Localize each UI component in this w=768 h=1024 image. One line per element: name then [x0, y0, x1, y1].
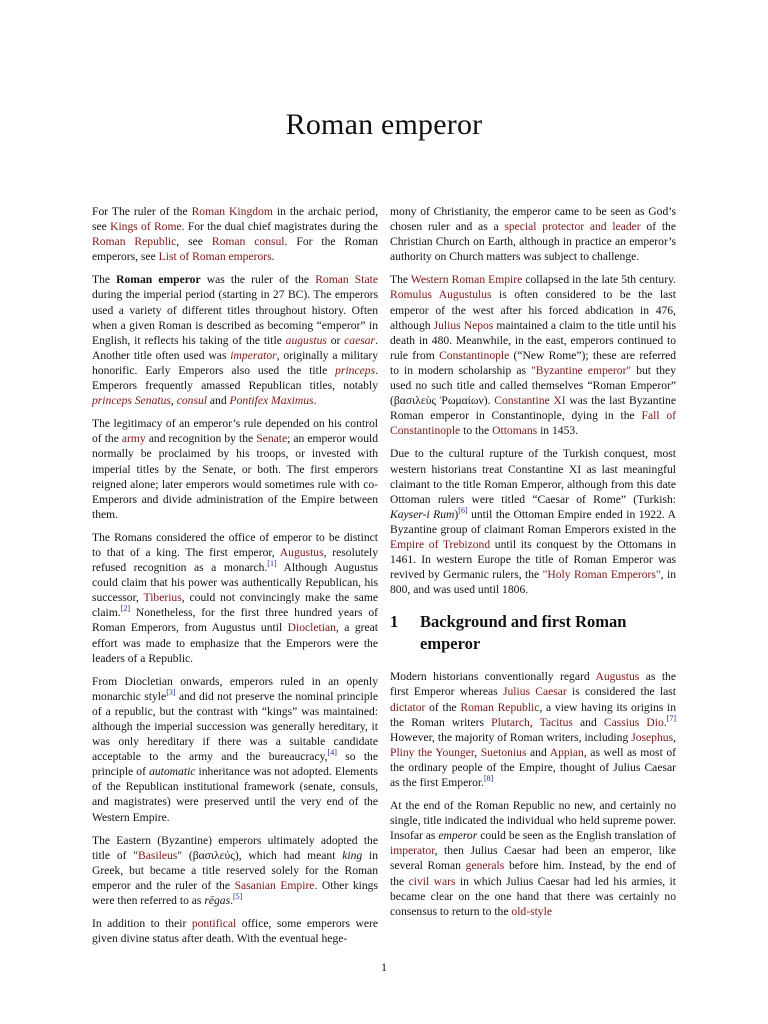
byzantine-paragraph: [92, 833, 378, 908]
link-basileus[interactable]: Basileus: [138, 848, 178, 862]
text-run: and: [206, 394, 230, 408]
legitimacy-paragraph: [92, 416, 378, 522]
text-run: ; an emperor would normally be proclaimed by his troops, or invested with imperial titles by the Senate, or both. The first emperors reigned alone; later emperors would sometimes rule with co-Emperors and divide administration of the Empire between them.: [92, 432, 379, 521]
section-heading: [390, 611, 676, 655]
link-constantine-xi[interactable]: Constantine XI: [494, 394, 566, 408]
link-dictator[interactable]: dictator: [390, 700, 426, 714]
link-special-protector[interactable]: special protector and leader: [504, 220, 641, 234]
hatnote-paragraph: [92, 204, 378, 264]
text-run: . Emperors frequently amassed Republican titles, notably: [92, 363, 378, 393]
page-title: Roman emperor: [285, 108, 483, 141]
text-run: , originally a military honorific. Early Emperors also used the title: [92, 348, 378, 377]
section-title: Background and first Roman emperor: [420, 612, 627, 654]
link-kings-of-rome[interactable]: Kings of Rome: [110, 220, 182, 234]
text-run: However, the majority of Roman writers, including: [390, 730, 632, 744]
citation-6[interactable]: [6]: [458, 505, 468, 515]
link-holy-roman-emperors[interactable]: "Holy Roman Emperors": [542, 568, 661, 582]
link-imperator-2[interactable]: imperator: [390, 844, 435, 858]
link-senate[interactable]: Senate: [256, 432, 288, 446]
text-run: and recognition by the: [145, 432, 257, 446]
term-regas: rēgas: [204, 894, 231, 908]
link-western-roman-empire[interactable]: Western Roman Empire: [410, 273, 523, 287]
link-roman-state[interactable]: Roman State: [315, 273, 378, 287]
link-pliny-the-younger[interactable]: Pliny the Younger: [390, 745, 475, 759]
text-run: . Other kings were then referred to as: [92, 878, 378, 908]
link-army[interactable]: army: [121, 432, 146, 446]
text-run: was the ruler of the: [200, 273, 316, 287]
text-run: , in 800, and was used until 1806.: [390, 568, 676, 597]
citation-5[interactable]: [5]: [233, 892, 243, 902]
link-tiberius[interactable]: Tiberius: [143, 591, 182, 605]
text-run: . For the dual chief magistrates during the: [181, 220, 379, 234]
text-run: is often considered to be the last emperor of the west after his forced abdication in 476, although: [390, 288, 676, 332]
link-old-style[interactable]: old-style: [511, 904, 552, 918]
text-run: , a view having its origins in the Roman writers: [390, 700, 676, 729]
link-sasanian-empire[interactable]: Sasanian Empire: [234, 878, 315, 892]
link-augustus-2[interactable]: Augustus: [595, 670, 640, 684]
text-run: The legitimacy of an emperor’s rule depended on his control of the: [92, 417, 378, 446]
link-generals[interactable]: generals: [465, 859, 505, 873]
link-julius-nepos[interactable]: Julius Nepos: [433, 318, 494, 332]
link-cassius-dio[interactable]: Cassius Dio: [603, 715, 664, 729]
link-pontifex-maximus[interactable]: Pontifex Maximus: [229, 394, 314, 408]
link-julius-caesar[interactable]: Julius Caesar: [502, 685, 567, 699]
citation-8[interactable]: [8]: [484, 774, 494, 784]
text-run: ,: [673, 730, 676, 744]
text-run: , resolutely refused recognition as a monarch.: [92, 545, 378, 575]
text-run: The: [390, 273, 411, 287]
citation-3[interactable]: [3]: [166, 687, 176, 697]
left-column: [92, 204, 378, 954]
link-pontifical[interactable]: pontifical: [191, 917, 237, 931]
text-run: The Romans considered the office of emperor to be distinct to that of a king. The first emperor,: [92, 530, 378, 559]
link-diocletian[interactable]: Diocletian: [287, 621, 336, 635]
link-tacitus[interactable]: Tacitus: [539, 715, 573, 729]
text-run: mony of Christianity, the emperor came to be seen as God’s chosen ruler and as a: [390, 205, 676, 234]
link-roman-consul[interactable]: Roman consul: [211, 235, 285, 249]
text-run: ): [454, 507, 459, 521]
text-run: .: [271, 250, 275, 264]
link-roman-republic[interactable]: Roman Republic: [92, 235, 177, 249]
citation-7[interactable]: [7]: [666, 713, 676, 723]
text-run: in the archaic period, see: [92, 205, 378, 234]
text-run: and: [572, 715, 604, 729]
text-run: is considered the last: [566, 685, 676, 699]
text-run: , could not convincingly make the same claim.: [92, 591, 378, 620]
collapse-paragraph: [390, 272, 676, 438]
text-run: until the Ottoman Empire ended in 1922. A Byzantine group of claimant Roman Emperors existed in the: [390, 507, 676, 536]
historians-paragraph: [390, 669, 676, 790]
citation-1[interactable]: [1]: [267, 559, 277, 569]
text-run: so the principle of: [92, 750, 378, 779]
text-run: maintained a claim to the title until his death in 480. Meanwhile, in the east, emperors continued to rule from: [390, 318, 676, 362]
christianity-paragraph: [390, 204, 676, 264]
text-run: before him. Instead, by the end of the: [390, 859, 676, 888]
text-run: ,: [170, 394, 177, 408]
page-number: 1: [381, 960, 387, 974]
text-run: as the first Emperor whereas: [390, 670, 676, 699]
text-run: In addition to their: [92, 917, 192, 931]
text-run: could be seen as the English translation of: [477, 829, 676, 843]
text-run: Modern historians conventionally regard: [390, 670, 596, 684]
term-king: king: [342, 848, 363, 862]
text-run: .: [313, 394, 317, 408]
text-run: ,: [529, 715, 540, 729]
text-run: From Diocletian onwards, emperors ruled in an openly monarchic style: [92, 674, 378, 703]
link-byzantine-emperor[interactable]: "Byzantine emperor": [531, 363, 632, 377]
text-run: .: [663, 715, 667, 729]
section-number: 1: [390, 612, 399, 632]
text-run: .: [230, 894, 234, 908]
right-column: [390, 204, 676, 927]
text-run: during the imperial period (starting in 27 BC). The emperors used a variety of different titles throughout history. Often when a given Roman is described as becoming “emperor” in English, it reflects his taking of the title: [92, 288, 378, 347]
term-automatic: automatic: [149, 765, 196, 779]
term-emperor: emperor: [438, 829, 478, 843]
text-run: Due to the cultural rupture of the Turkish conquest, most western historians treat Constantine XI as last meaningful claimant to the title Roman Emperor, although from this date Ottoman rulers were titled “Caesar of Rome” (Turkish:: [390, 447, 676, 506]
text-run: For The ruler of the: [92, 205, 192, 218]
link-empire-of-trebizond[interactable]: Empire of Trebizond: [390, 537, 491, 551]
text-run: The: [92, 273, 117, 287]
link-imperator[interactable]: imperator: [230, 348, 277, 362]
link-princeps[interactable]: princeps: [335, 363, 376, 377]
text-run: and: [526, 745, 550, 759]
text-run: At the end of the Roman Republic no new, and certainly no single, title indicated the individual who held supreme power. Insofar as: [390, 799, 676, 843]
text-run: inheritance was not adopted. Elements of the Republican institutional framework (senate, consuls, and magistrates) were preserved until the very end of the Western Empire.: [92, 765, 378, 824]
text-run: of the: [425, 700, 461, 714]
text-run: , see: [176, 235, 212, 249]
text-run: of the Christian Church on Earth, although in practice an emperor’s authority on Church matters was subject to challenge.: [390, 220, 676, 264]
text-run: , as well as most of the ordinary people of the Empire, thought of Julius Caesar as the first Emperor.: [390, 745, 676, 789]
divine-paragraph: [92, 916, 378, 946]
text-run: was the last Byzantine Roman emperor in Constantinople, dying in the: [390, 394, 676, 423]
link-augustus[interactable]: Augustus: [279, 545, 324, 559]
office-paragraph: [92, 530, 378, 666]
citation-2[interactable]: [2]: [120, 604, 130, 614]
text-run: in which Julius Caesar had led his armies, it became clear on the one hand that there was certainly no consensus to return to the: [390, 874, 677, 918]
link-consul[interactable]: consul: [176, 394, 207, 408]
link-josephus[interactable]: Josephus: [631, 730, 674, 744]
link-ottomans[interactable]: Ottomans: [492, 424, 538, 438]
text-run: (“New Rome”); these are referred to in modern scholarship as: [390, 348, 677, 377]
link-romulus-augustulus[interactable]: Romulus Augustulus: [390, 288, 492, 302]
term-roman-emperor: Roman emperor: [116, 273, 201, 287]
link-caesar-title[interactable]: caesar: [344, 333, 376, 347]
text-run: in Greek, but became a title reserved solely for the Roman emperor and the ruler of the: [92, 848, 379, 892]
diocletian-paragraph: [92, 674, 378, 825]
link-constantinople[interactable]: Constantinople: [439, 348, 510, 362]
rupture-paragraph: [390, 446, 676, 597]
link-fall-of-constantinople[interactable]: Fall of Constantinople: [390, 409, 677, 438]
link-roman-kingdom[interactable]: Roman Kingdom: [191, 205, 273, 218]
text-run: to the: [460, 424, 493, 438]
end-of-republic-paragraph: [390, 798, 676, 919]
text-run: until its conquest by the Ottomans in 1461. In western Europe the title of Roman Emperor was revived by Germanic rulers, the: [390, 537, 676, 582]
citation-4[interactable]: [4]: [327, 748, 337, 758]
link-list-of-roman-emperors[interactable]: List of Roman emperors: [158, 250, 272, 264]
term-kayser-i-rum: Kayser-i Rum: [390, 507, 455, 521]
link-plutarch[interactable]: Plutarch: [491, 715, 530, 729]
text-run: . For the Roman emperors, see: [92, 235, 378, 264]
text-run: or: [326, 333, 345, 347]
text-run: . Another title often used was: [92, 333, 378, 362]
text-run: Nonetheless, for the first three hundred years of Roman Emperors, from Augustus until: [92, 606, 378, 635]
text-run: office, some emperors were given divine status after death. With the eventual hege-: [92, 917, 378, 946]
text-run: and did not preserve the nominal principle of a republic, but the contrast with “kings” was maintained: although the imperial succession was generally hereditary, it was only hereditary if there was a suitable candidate acceptable to the army and the bureaucracy,: [92, 689, 378, 764]
link-suetonius[interactable]: Suetonius: [480, 745, 527, 759]
link-civil-wars[interactable]: civil wars: [408, 874, 456, 888]
intro-paragraph: [92, 272, 378, 408]
text-run: but they used no such title and called themselves “Roman Emperor” (βασιλεὺς Ῥωμαίων).: [390, 363, 676, 408]
text-run: collapsed in the late 5th century.: [522, 273, 677, 287]
link-roman-republic-2[interactable]: Roman Republic: [460, 700, 540, 714]
text-run: The Eastern (Byzantine) emperors ultimately adopted the title of ": [92, 833, 378, 862]
link-augustus-title[interactable]: augustus: [285, 333, 327, 347]
text-run: in 1453.: [537, 424, 579, 438]
link-appian[interactable]: Appian: [549, 745, 584, 759]
text-run: Although Augustus could claim that his power was authentically Republican, his successor,: [92, 561, 379, 605]
text-run: " (βασιλεύς), which had meant: [177, 848, 343, 862]
text-run: ,: [474, 745, 481, 759]
text-run: , a great effort was made to emphasize that the Emperors were the leaders of a Republic.: [92, 621, 378, 665]
link-princeps-senatus[interactable]: princeps Senatus: [92, 394, 171, 408]
text-run: , then Julius Caesar had been an emperor, like several Roman: [390, 844, 676, 873]
